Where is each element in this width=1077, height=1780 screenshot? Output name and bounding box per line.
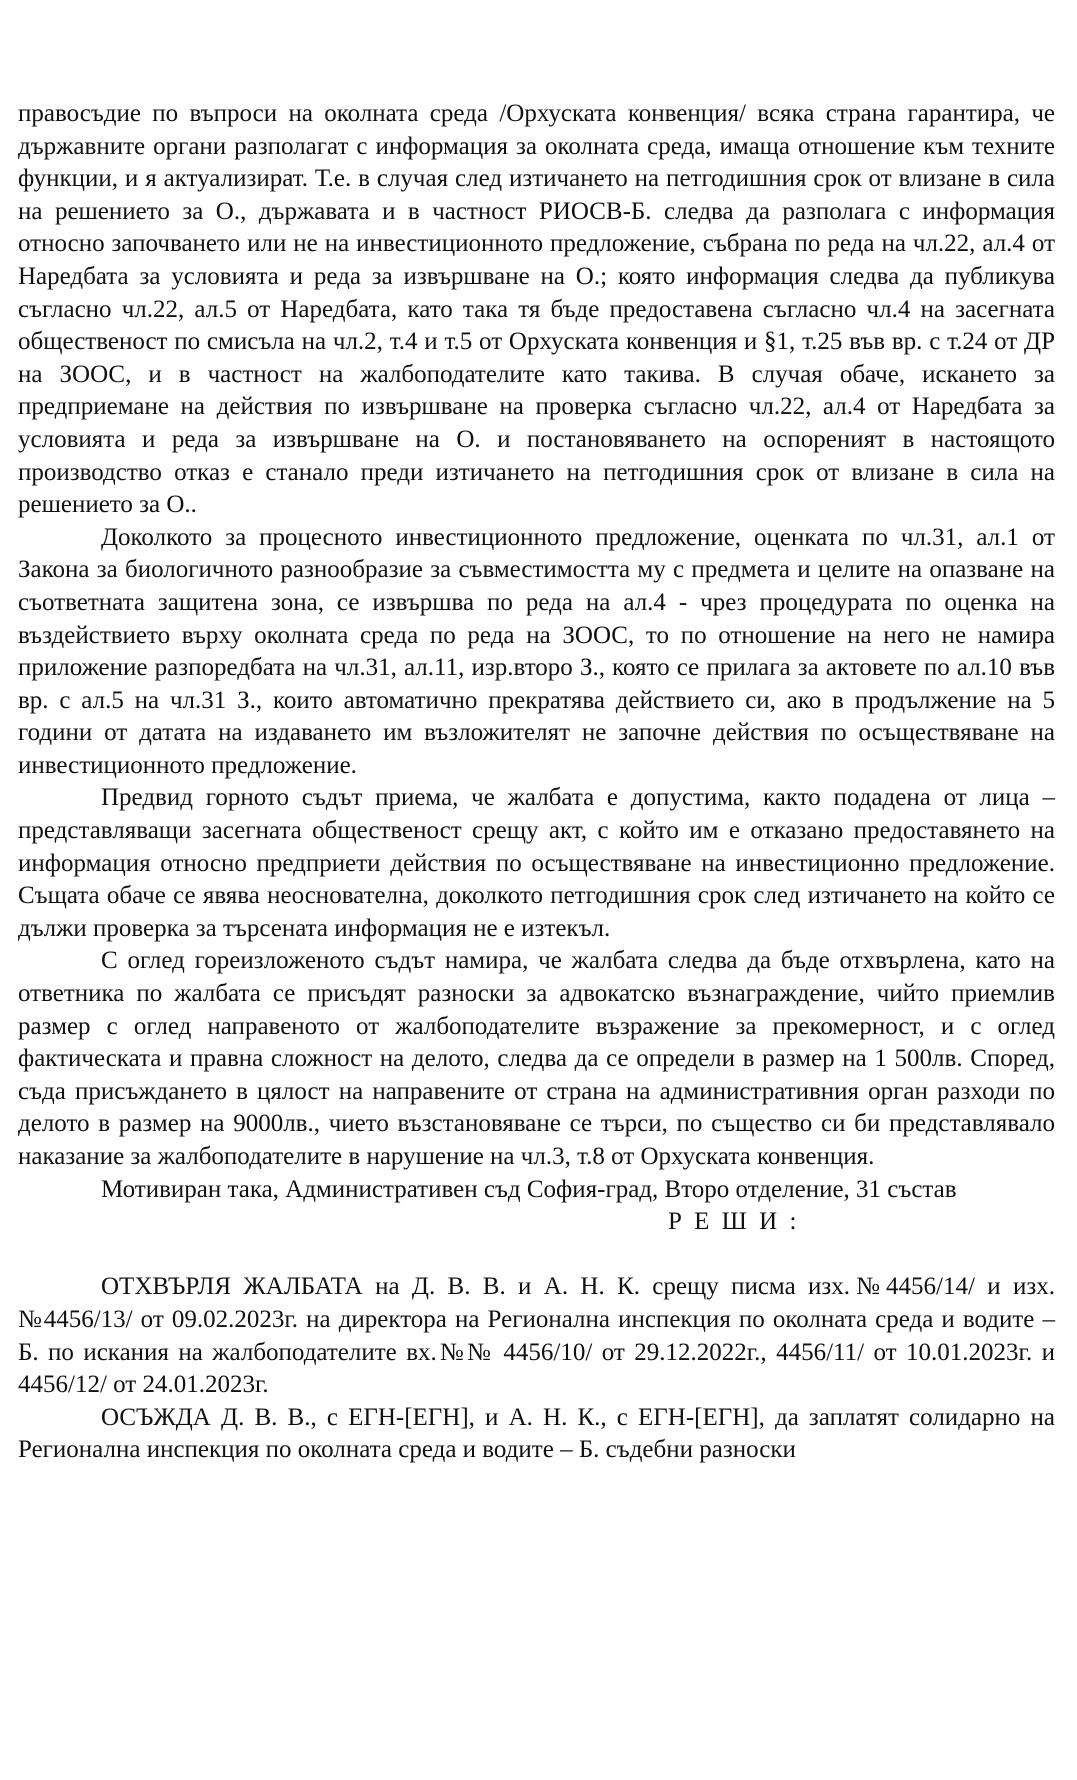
spacer [18, 1239, 1055, 1272]
paragraph-motivation: Мотивиран така, Административен съд София-град, Второ отделение, 31 състав [101, 1175, 957, 1203]
paragraph-costs-order: ОСЪЖДА Д. В. В., с ЕГН-[ЕГН], и А. Н. К., с ЕГН-[ЕГН], да заплатят солидарно на Регионална инспекция по околната среда и водите – Б. съдебни разноски [18, 1403, 1055, 1464]
paragraph-continuation: правосъдие по въпроси на околната среда /Орхуската конвенция/ всяка страна гарантира, че държавните органи разполагат с информация за околната среда, имаща отношение към техните функции, и я актуализират. Т.е. в случая след изтичането на петгодишния срок от влизане в сила на решението за О., държавата и в частност РИОСВ-Б. следва да разполага с информация относно започването или не на инвестиционното предложение, събрана по реда на чл.22, ал.4 от Наредбата за условията и реда за извършване на О.; която информация следва да публикува съгласно чл.22, ал.5 от Наредбата, като така тя бъде предоставена съгласно чл.4 на засегната общественост по смисъла на чл.2, т.4 и т.5 от Орхуската конвенция и §1, т.25 във вр. с т.24 от ДР на ЗООС, и в частност на жалбоподателите като такива. В случая обаче, искането за предприемане на действия по извършване на проверка съгласно чл.22, ал.4 от Наредбата за условията и реда за извършване на О. и постановяването на оспореният в настоящото производство отказ е станало преди изтичането на петгодишния срок от влизане в сила на решението за О.. [18, 100, 1055, 519]
paragraph-admissibility: Предвид горното съдът приема, че жалбата е допустима, както подадена от лица – представляващи засегната общественост срещу акт, с който им е отказано предоставянето на информация относно предприети действия по осъществяване на инвестиционно предложение. Същата обаче се явява неоснователна, доколкото петгодишния срок след изтичането на който се дължи проверка за търсената информация не е изтекъл. [18, 784, 1055, 942]
document-page [18, 98, 1055, 1467]
paragraph-biodiversity-assessment: Доколкото за процесното инвестиционното предложение, оценката по чл.31, ал.1 от Закона за биологичното разнообразие за съвместимостта му с предмета и целите на опазване на съответната защитена зона, се извършва по реда на ал.4 - чрез процедурата по оценка на въздействието върху околната среда по реда на ЗООС, то по отношение на него не намира приложение разпоредбата на чл.31, ал.11, изр.второ З., която се прилага за актовете по ал.10 във вр. с ал.5 на чл.31 З., които автоматично прекратява действието си, ако в продължение на 5 години от датата на издаването им възложителят не започне действия по осъществяване на инвестиционното предложение. [18, 523, 1055, 779]
paragraph-dismissal: ОТХВЪРЛЯ ЖАЛБАТА на Д. В. В. и А. Н. К. срещу писма изх.№4456/14/ и изх.№4456/13/ от 09.02.2023г. на директора на Регионална инспекция по околната среда и водите – Б. по искания на жалбоподателите вх.№№ 4456/10/ от 29.12.2022г., 4456/11/ от 10.01.2023г. и 4456/12/ от 24.01.2023г. [18, 1273, 1055, 1399]
decision-heading: Р Е Ш И : [668, 1208, 800, 1236]
paragraph-costs: С оглед гореизложеното съдът намира, че жалбата следва да бъде отхвърлена, като на ответника по жалбата се присъдят разноски за адвокатско възнаграждение, чийто приемлив размер с оглед направеното от жалбоподателите възражение за прекомерност, и с оглед фактическата и правна сложност на делото, следва да се определи в размер на 1 500лв. Според, съда присъждането в цялост на направените от страна на административния орган разходи по делото в размер на 9000лв., чието възстановяване се търси, по същество си би представлявало наказание за жалбоподателите в нарушение на чл.3, т.8 от Орхуската конвенция. [18, 947, 1055, 1170]
